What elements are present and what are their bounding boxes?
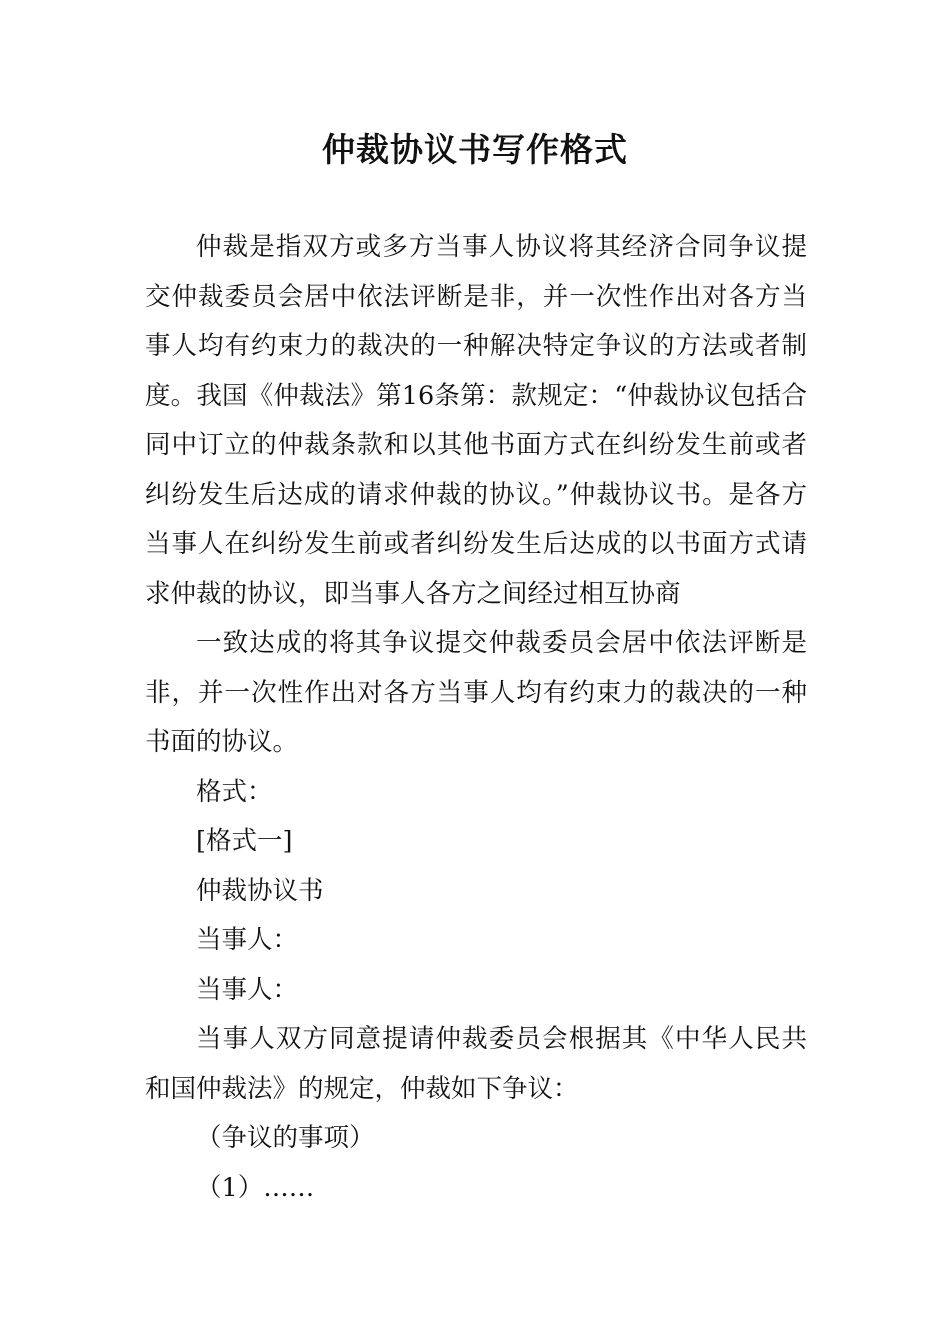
paragraph-party-one: 当事人： [196, 925, 299, 955]
paragraph-parties-consent: 当事人双方同意提请仲裁委员会根据其《中华人民共和国仲裁法》的规定，仲裁如下争议： [145, 1024, 807, 1104]
paragraph-format-label: 格式： [196, 776, 273, 807]
paragraph-arbitration-definition: 仲裁是指双方或多方当事人协议将其经济合同争议提交仲裁委员会居中依法评断是非，并一次性作出对各方当事人均有约束力的裁决的一种解决特定争议的方法或者制度。我国《仲裁法》第16条第：款规定：“仲裁协议包括合同中订立的仲裁条款和以其他书面方式在纠纷发生前或者纠纷发生后达成的请求仲裁的协议。”仲裁协议书。是各方当事人在纠纷发生前或者纠纷发生后达成的以书面方式请求仲裁的协议，即当事人各方之间经过相互协商 [145, 232, 807, 609]
paragraph-party-two: 当事人： [196, 974, 299, 1005]
paragraph-agreement-heading: 仲裁协议书 [196, 875, 324, 906]
paragraph-arbitration-agreement-continued: 一致达成的将其争议提交仲裁委员会居中依法评断是非，并一次性作出对各方当事人均有约束力的裁决的一种书面的协议。 [145, 628, 807, 757]
paragraph-dispute-matters: （争议的事项） [196, 1123, 375, 1153]
document-title: 仲裁协议书写作格式 [322, 130, 628, 169]
paragraph-format-one: [格式一] [196, 826, 293, 856]
paragraph-item-one: （1）…… [196, 1172, 315, 1203]
document-body [145, 223, 807, 1213]
